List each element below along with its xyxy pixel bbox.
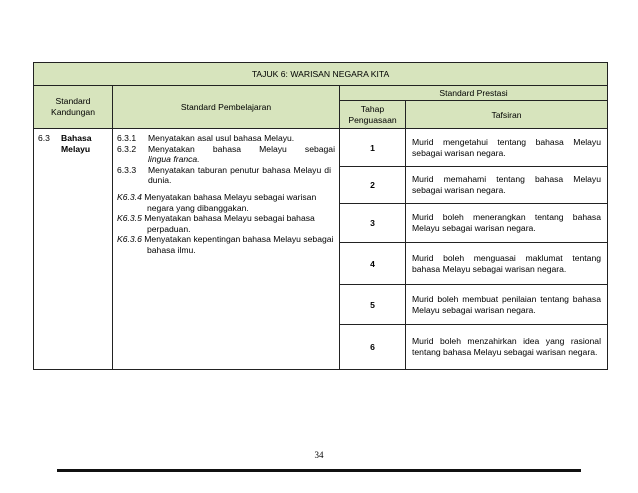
tahap-cell: 4 [340,243,406,285]
header-tafsiran: Tafsiran [406,101,608,129]
pembelajaran-k-text: Menyatakan bahasa Melayu sebagai warisan negara yang dibanggakan. [144,191,317,213]
pembelajaran-k-item [117,213,335,234]
curriculum-table [33,62,608,370]
tahap-cell: 5 [340,285,406,325]
pembelajaran-item [117,144,335,165]
pembelajaran-k-number: K6.3.4 [117,191,142,202]
standard-kandungan-cell [34,129,113,370]
pembelajaran-number: 6.3.1 [117,133,137,143]
tafsiran-cell [406,167,608,204]
tahap-cell: 6 [340,325,406,370]
standard-kandungan-entry [38,133,108,154]
pembelajaran-k-list [117,192,335,256]
tahap-cell: 1 [340,129,406,167]
pembelajaran-text-wrap [148,144,335,165]
tafsiran-text: Murid boleh membuat penilaian tentang bahasa Melayu sebagai warisan negara. [412,293,601,315]
pembelajaran-k-item [117,234,335,255]
pembelajaran-italic-term: lingua franca. [148,154,200,165]
tafsiran-text: Murid boleh menzahirkan idea yang rasional tentang bahasa Melayu sebagai warisan negara. [412,336,601,357]
pembelajaran-item [117,165,335,186]
standard-kandungan-number: 6.3 [38,133,50,143]
table-title: TAJUK 6: WARISAN NEGARA KITA [34,63,608,86]
header-standard-pembelajaran [113,86,340,129]
pembelajaran-item [117,133,335,144]
pembelajaran-number: 6.3.2 [117,143,137,154]
tafsiran-text: Murid memahami tentang bahasa Melayu sebagai warisan negara. [412,174,601,195]
pembelajaran-k-item [117,192,335,213]
tafsiran-cell [406,325,608,370]
tahap-cell: 3 [340,204,406,243]
tafsiran-cell [406,243,608,285]
pembelajaran-text: Menyatakan bahasa Melayu sebagai [148,143,335,154]
standard-pembelajaran-cell [113,129,340,370]
header-tahap-penguasaan [340,101,406,129]
standard-kandungan-name: Bahasa Melayu [61,133,92,154]
header-standard-kandungan-label: Standard Kandungan [51,96,95,117]
tafsiran-text: Murid boleh menerangkan tentang bahasa Melayu sebagai warisan negara. [412,212,601,233]
tafsiran-cell [406,204,608,243]
pembelajaran-k-number: K6.3.6 [117,234,142,245]
pembelajaran-k-text: Menyatakan kepentingan bahasa Melayu sebagai bahasa ilmu. [144,234,334,255]
tafsiran-text: Murid boleh menguasai maklumat tentang bahasa Melayu sebagai warisan negara. [412,252,601,274]
pembelajaran-text: Menyatakan asal usul bahasa Melayu. [148,133,295,143]
header-standard-prestasi: Standard Prestasi [340,86,608,101]
tafsiran-text: Murid mengetahui tentang bahasa Melayu sebagai warisan negara. [412,136,601,158]
tahap-cell: 2 [340,167,406,204]
page-number: 34 [314,450,324,460]
header-tahap-label: Tahap Penguasaan [348,103,397,125]
tafsiran-cell [406,129,608,167]
pembelajaran-text: Menyatakan taburan penutur bahasa Melayu di dunia. [148,164,331,186]
header-standard-pembelajaran-label: Standard Pembelajaran [180,101,272,112]
header-standard-kandungan [34,86,113,129]
tafsiran-cell [406,285,608,325]
pembelajaran-number: 6.3.3 [117,164,137,175]
pembelajaran-k-text: Menyatakan bahasa Melayu sebagai bahasa perpaduan. [144,213,315,234]
footer-rule [57,469,581,472]
pembelajaran-k-number: K6.3.5 [117,213,142,224]
